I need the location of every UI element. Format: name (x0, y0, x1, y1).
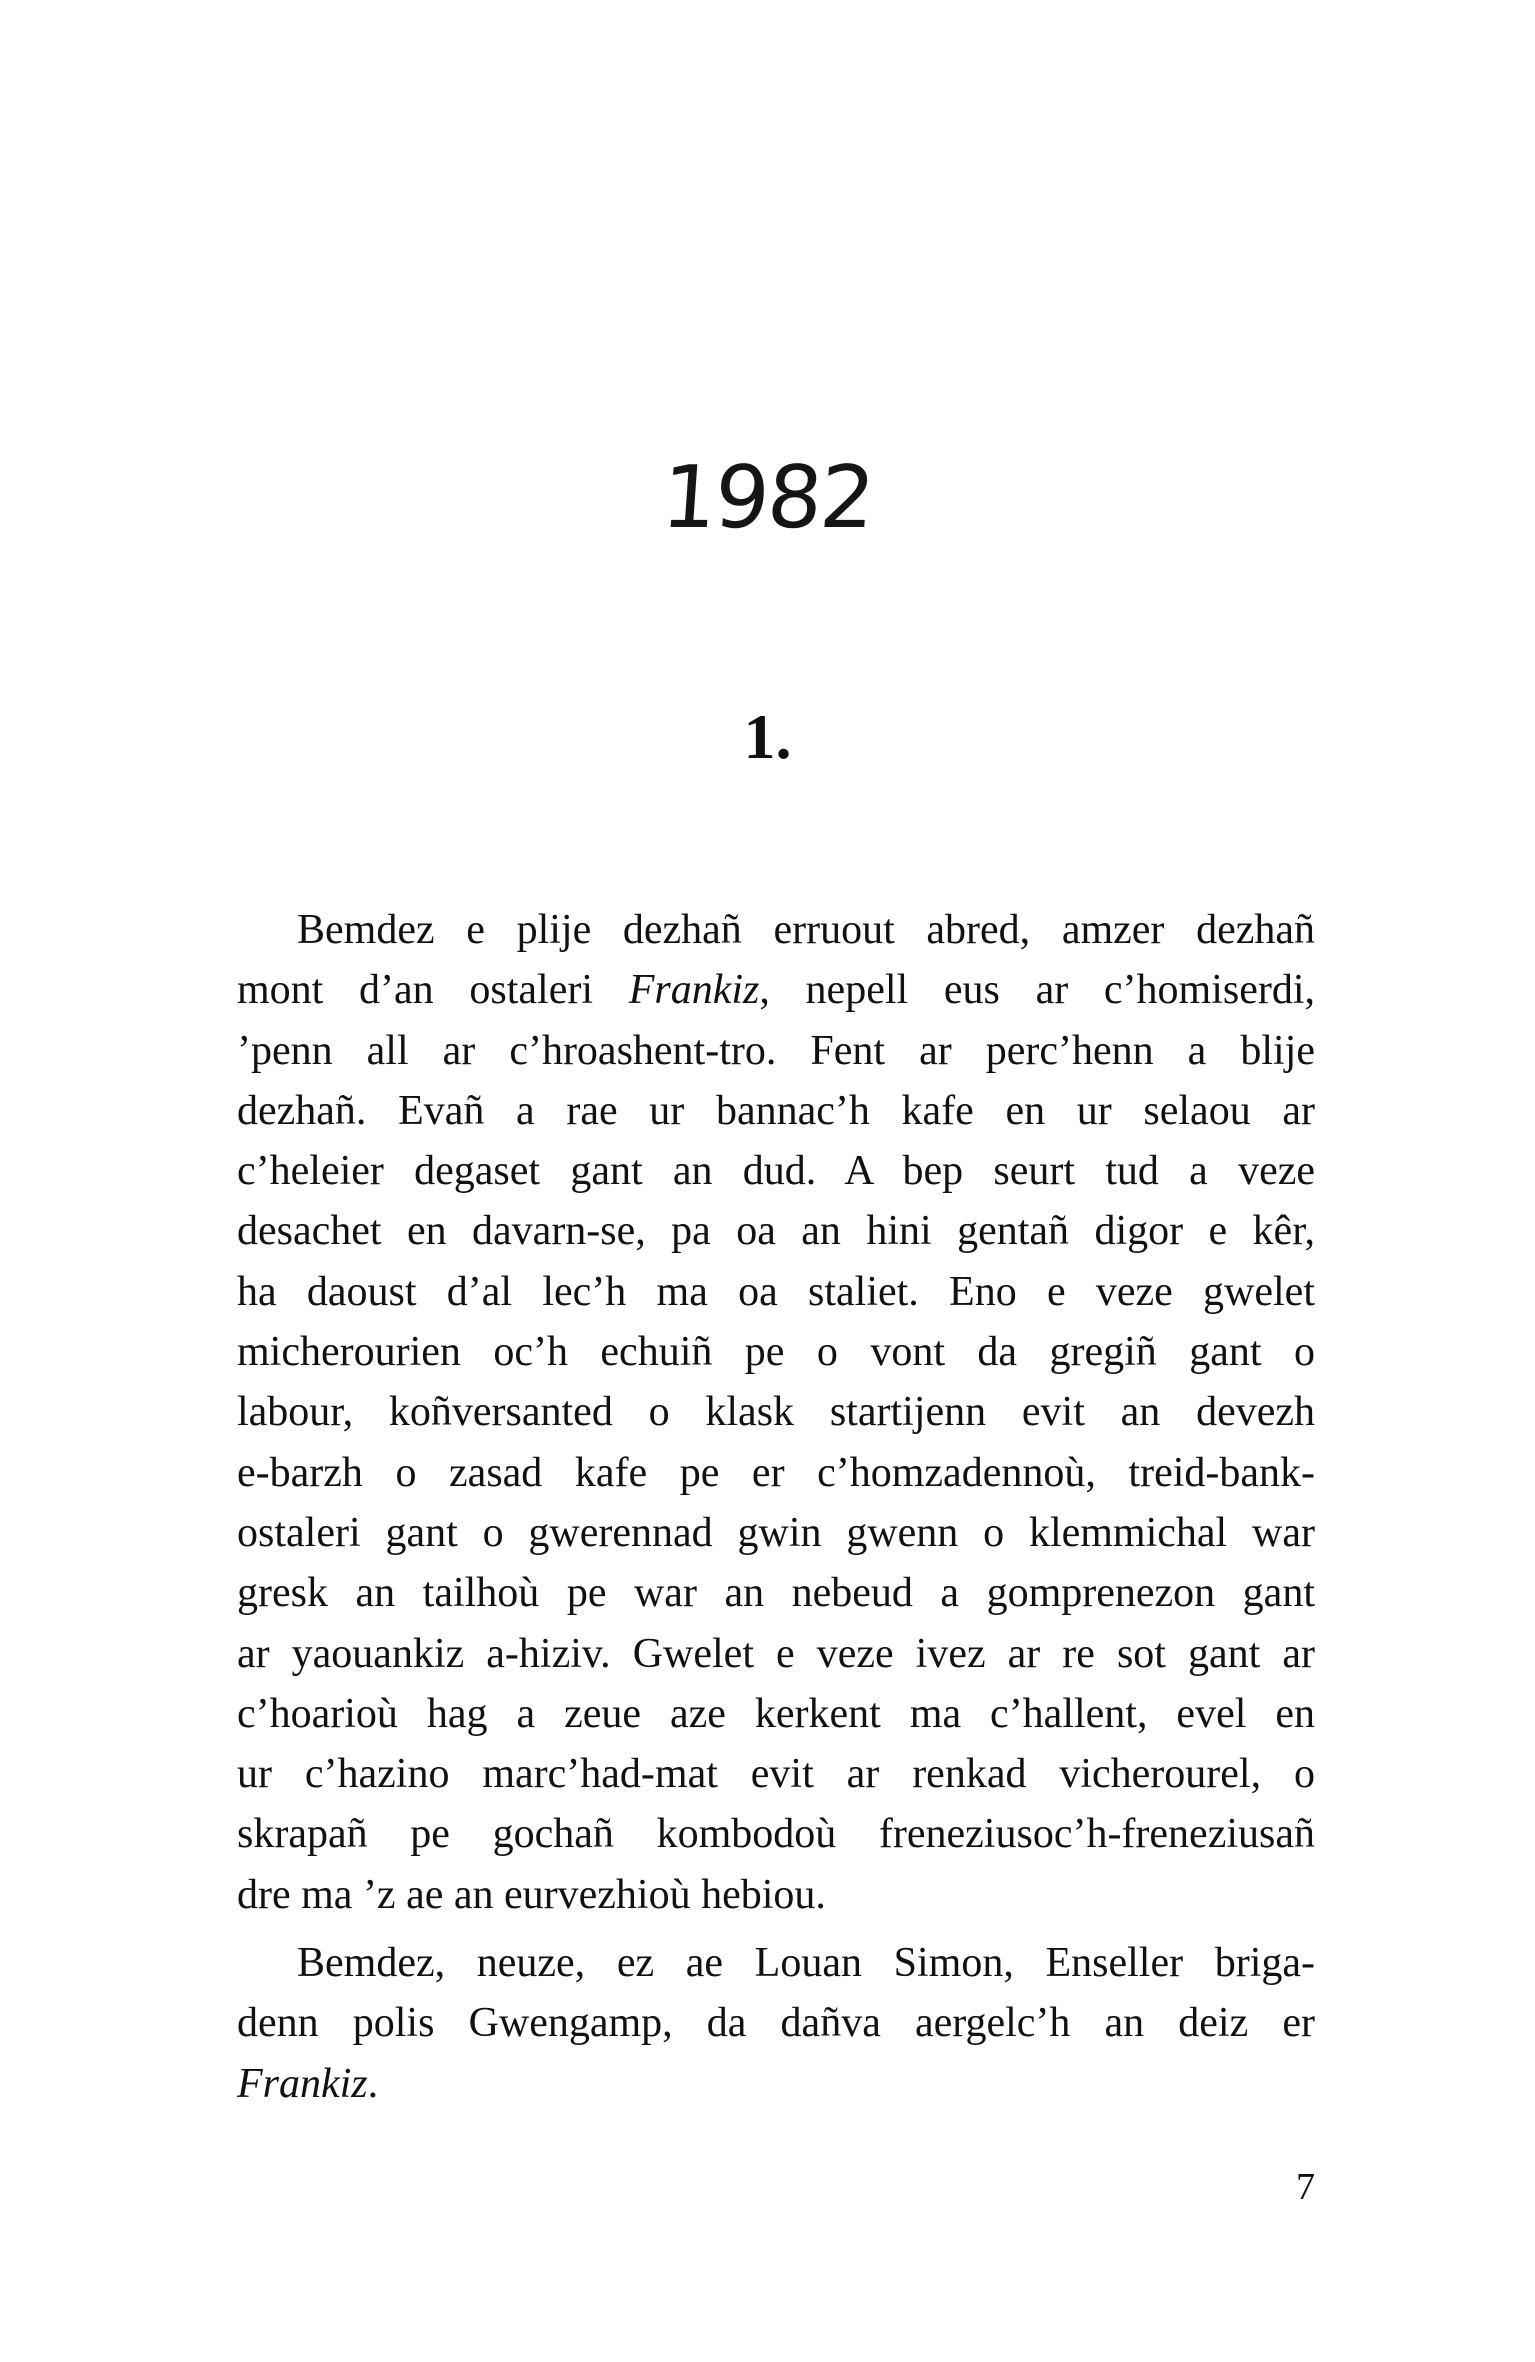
text-line: dre ma ’z ae an eurvezhioù hebiou. (237, 1871, 826, 1918)
text-line: ar yaouankiz a-hiziv. Gwelet e veze ivez ar re sot gant ar (237, 1630, 1315, 1677)
text-line: ’penn all ar c’hroashent-tro. Fent ar perc’henn a blije (237, 1027, 1315, 1074)
text-line: mont d’an ostaleri Frankiz, nepell eus ar c’homiserdi, (237, 967, 1316, 1014)
text-line: denn polis Gwengamp, da dañva aergelc’h an deiz er (237, 2000, 1315, 2047)
italic-title: Frankiz (237, 2060, 368, 2107)
text-line: Bemdez e plije dezhañ erruout abred, amzer dezhañ (297, 907, 1315, 953)
text-line: ur c’hazino marc’had-mat evit ar renkad vicherourel, o (237, 1751, 1315, 1798)
italic-title: Frankiz (628, 967, 760, 1014)
page-number: 7 (1296, 2166, 1315, 2208)
text-line: ostaleri gant o gwerennad gwin gwenn o klemmichal war (237, 1509, 1315, 1556)
text-line: c’heleier degaset gant an dud. A bep seurt tud a veze (237, 1148, 1315, 1195)
text-line: micherourien oc’h echuiñ pe o vont da gregiñ gant o (237, 1329, 1315, 1376)
chapter-number: 1. (743, 701, 792, 772)
part-title: 1982 (658, 448, 877, 548)
text-line: gresk an tailhoù pe war an nebeud a gomprenezon gant (237, 1570, 1315, 1617)
text-line: ha daoust d’al lec’h ma oa staliet. Eno e veze gwelet (237, 1268, 1315, 1315)
text-line: Frankiz. (237, 2060, 379, 2107)
chapter-body (237, 900, 1315, 2114)
text-line: skrapañ pe gochañ kombodoù freneziusoc’h-freneziusañ (237, 1811, 1315, 1858)
text-line: c’hoarioù hag a zeue aze kerkent ma c’hallent, evel en (237, 1690, 1315, 1737)
text-line: Bemdez, neuze, ez ae Louan Simon, Enseller briga- (297, 1940, 1315, 1987)
text-line: dezhañ. Evañ a rae ur bannac’h kafe en ur selaou ar (237, 1087, 1315, 1134)
text-line: labour, koñversanted o klask startijenn evit an devezh (237, 1389, 1315, 1436)
text-line: desachet en davarn-se, pa oa an hini gentañ digor e kêr, (237, 1208, 1315, 1255)
text-line: e-barzh o zasad kafe pe er c’homzadennoù, treid-bank- (237, 1449, 1315, 1496)
